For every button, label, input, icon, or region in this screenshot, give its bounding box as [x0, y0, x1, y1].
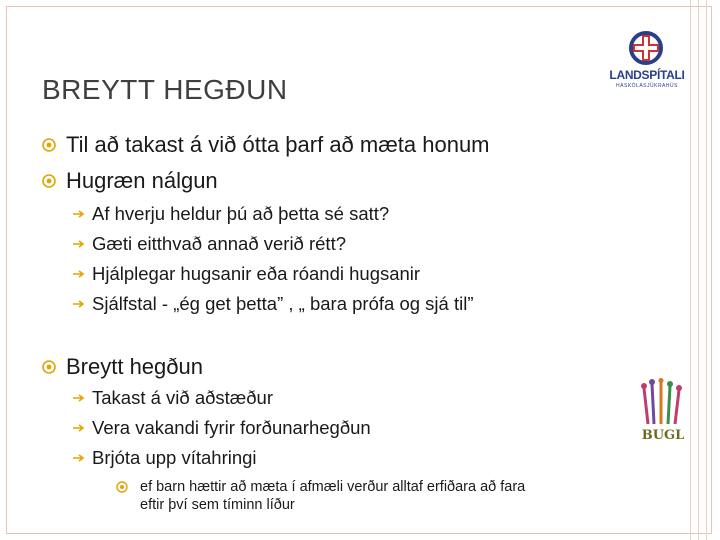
slide-title: BREYTT HEGÐUN	[42, 74, 288, 105]
landspitali-logo-name: LANDSPÍTALI	[609, 68, 685, 82]
bullet-item	[42, 168, 218, 194]
sub-bullet-text: Af hverju heldur þú að þetta sé satt?	[92, 203, 390, 224]
sub-sub-bullet-line-1: ef barn hættir að mæta í afmæli verður alltaf erfiðara að fara	[140, 479, 526, 495]
sub-sub-bullet-item	[116, 478, 626, 514]
sub-bullet-item	[72, 417, 371, 439]
hospital-cross-icon	[604, 30, 690, 70]
sub-bullet-item	[72, 387, 273, 409]
bullet-text: Breytt hegðun	[66, 354, 203, 379]
bugl-logo-name: BUGL	[641, 428, 685, 443]
sub-sub-bullet-line-2: eftir því sem tíminn líður	[140, 497, 295, 513]
sub-bullet-text: Hjálplegar hugsanir eða róandi hugsanir	[92, 263, 421, 284]
arrow-bullet-icon	[72, 393, 86, 403]
bullet-text: Hugræn nálgun	[66, 168, 218, 193]
arrow-bullet-icon	[72, 209, 86, 219]
bullet-text: Til að takast á við ótta þarf að mæta honum	[66, 132, 490, 157]
sub-bullet-text: Sjálfstal - „ég get þetta” , „ bara prófa og sjá til”	[92, 293, 474, 314]
sub-bullet-text: Takast á við aðstæður	[92, 387, 273, 408]
sub-bullet-text: Vera vakandi fyrir forðunarhegðun	[92, 417, 371, 438]
arrow-bullet-icon	[72, 239, 86, 249]
sub-bullet-item	[72, 447, 257, 469]
bugl-figures-icon	[634, 378, 694, 428]
decorative-rule	[706, 0, 707, 540]
sub-sub-bullet-text	[140, 478, 525, 514]
arrow-bullet-icon	[72, 423, 86, 433]
arrow-bullet-icon	[72, 269, 86, 279]
sun-bullet-icon	[42, 174, 56, 188]
decorative-rule	[698, 0, 699, 540]
sub-bullet-item	[72, 233, 346, 255]
landspitali-logo-subtitle: HÁSKÓLASJÚKRAHÚS	[616, 83, 678, 89]
landspitali-logo	[604, 30, 690, 94]
bullet-item	[42, 132, 490, 158]
arrow-bullet-icon	[72, 453, 86, 463]
sun-bullet-icon	[42, 360, 56, 374]
sun-bullet-icon	[42, 138, 56, 152]
bugl-logo	[634, 378, 694, 448]
decorative-rule	[690, 0, 691, 540]
sub-bullet-text: Brjóta upp vítahringi	[92, 447, 257, 468]
sub-bullet-item	[72, 263, 420, 285]
sun-bullet-icon	[116, 481, 128, 493]
arrow-bullet-icon	[72, 299, 86, 309]
sub-bullet-text: Gæti eitthvað annað verið rétt?	[92, 233, 347, 254]
bullet-item	[42, 354, 203, 380]
sub-bullet-item	[72, 203, 389, 225]
sub-bullet-item	[72, 293, 473, 315]
